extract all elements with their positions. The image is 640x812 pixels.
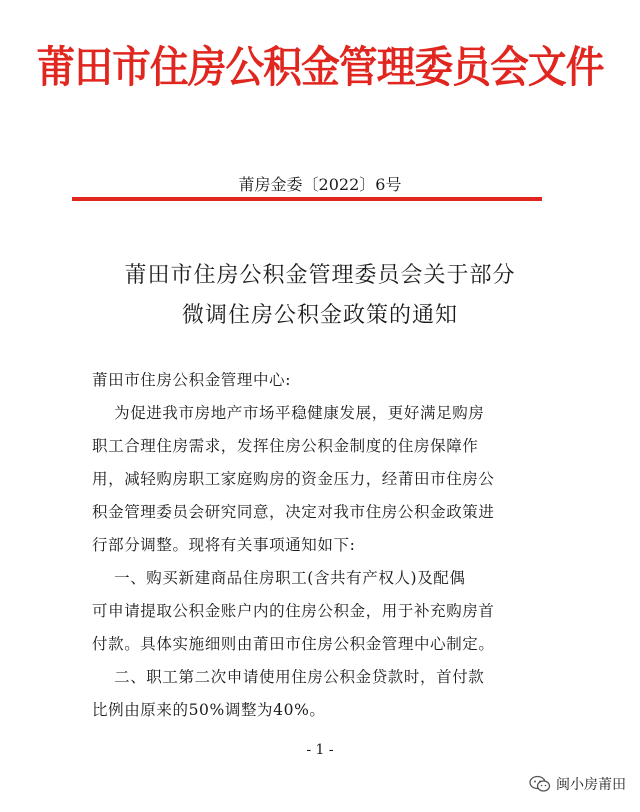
body-line: 付款。具体实施细则由莆田市住房公积金管理中心制定。 [92,635,495,653]
body-line: 用，减轻购房职工家庭购房的资金压力，经莆田市住房公 [92,470,495,488]
notice-title-line-1: 莆田市住房公积金管理委员会关于部分 [124,263,516,288]
page-number: - 1 - [306,742,334,758]
body-line: 一、购买新建商品住房职工(含共有产权人)及配偶 [92,569,466,587]
body-line: 可申请提取公积金账户内的住房公积金，用于补充购房首 [92,602,495,620]
wechat-icon [529,775,551,793]
body-line: 比例由原来的50%调整为40%。 [92,701,326,719]
addressee: 莆田市住房公积金管理中心: [92,371,292,389]
body-line: 二、职工第二次申请使用住房公积金贷款时，首付款 [92,668,485,686]
notice-title-line-2: 微调住房公积金政策的通知 [181,303,458,328]
body-line: 为促进我市房地产市场平稳健康发展，更好满足购房 [92,404,485,422]
document-number: 莆房金委〔2022〕6号 [238,175,402,194]
watermark-label: 闽小房莆田 [556,777,626,793]
red-divider [72,197,542,201]
body-line: 行部分调整。现将有关事项通知如下: [92,536,356,554]
source-watermark [529,774,626,794]
body-line: 职工合理住房需求，发挥住房公积金制度的住房保障作 [92,437,479,455]
document-masthead: 莆田市住房公积金管理委员会文件 [36,43,604,93]
body-line: 积金管理委员会研究同意，决定对我市住房公积金政策进 [92,503,495,521]
